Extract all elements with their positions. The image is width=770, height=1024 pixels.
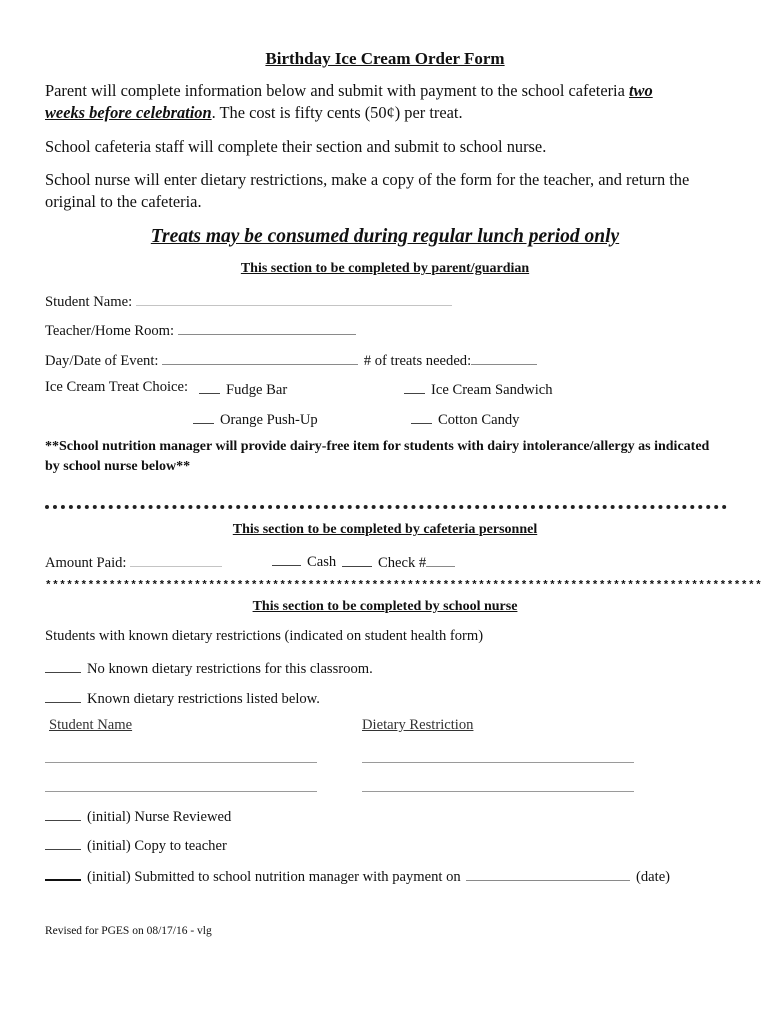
teacher-room-row [45, 319, 356, 340]
cafeteria-section-heading: This section to be completed by cafeteria personnel [232, 522, 538, 537]
copy-teacher-label: (initial) Copy to teacher [87, 838, 227, 854]
option-cotton-candy-label: Cotton Candy [438, 412, 520, 428]
nurse-reviewed-label: (initial) Nurse Reviewed [87, 809, 232, 825]
student-name-line-2[interactable] [45, 791, 317, 792]
option-fudge-bar-label: Fudge Bar [226, 382, 288, 398]
revision-footer: Revised for PGES on 08/17/16 - vlg [45, 925, 212, 937]
dietary-restriction-column-header: Dietary Restriction [362, 717, 474, 733]
student-name-line-1[interactable] [45, 762, 317, 763]
intro-text-end: . The cost is fifty cents (50¢) per treat. [211, 103, 463, 122]
submitted-row [45, 865, 670, 886]
form-title: Birthday Ice Cream Order Form [265, 49, 505, 68]
submitted-initial-field[interactable] [45, 865, 81, 881]
intro-emphasis-two: two [629, 81, 653, 100]
option-cotton-candy-blank[interactable] [411, 409, 432, 424]
nurse-reviewed-row [45, 806, 231, 826]
option-sandwich-blank[interactable] [404, 379, 425, 394]
nurse-section-heading: This section to be completed by school nurse [252, 599, 518, 614]
no-restrictions-blank[interactable] [45, 658, 81, 673]
student-name-column-header: Student Name [49, 717, 133, 733]
option-fudge-bar[interactable] [199, 379, 287, 399]
section-divider-dotted [45, 505, 727, 509]
parent-section-heading: This section to be completed by parent/guardian [240, 261, 530, 276]
option-cotton-candy[interactable] [411, 409, 519, 429]
dairy-free-note: **School nutrition manager will provide dairy-free item for students with dairy intolerance/allergy as indicated by school nurse below** [45, 439, 710, 474]
student-name-field[interactable] [136, 290, 452, 306]
known-restrictions-label: Known dietary restrictions listed below. [87, 691, 320, 707]
no-restrictions-option[interactable] [45, 658, 373, 678]
amount-paid-row [45, 551, 222, 572]
num-treats-label: # of treats needed: [363, 353, 472, 369]
teacher-room-field[interactable] [178, 319, 356, 335]
submitted-label: (initial) Submitted to school nutrition manager with payment on [87, 869, 461, 885]
nurse-intro: Students with known dietary restrictions (indicated on student health form) [45, 628, 484, 644]
teacher-room-label: Teacher/Home Room: [45, 323, 175, 339]
cash-option[interactable] [272, 551, 336, 571]
known-restrictions-option[interactable] [45, 688, 320, 708]
option-ice-cream-sandwich[interactable] [404, 379, 553, 399]
treats-notice: Treats may be consumed during regular lunch period only [150, 226, 620, 247]
option-fudge-bar-blank[interactable] [199, 379, 220, 394]
day-date-field[interactable] [162, 349, 358, 365]
no-restrictions-label: No known dietary restrictions for this classroom. [87, 661, 373, 677]
check-number-field[interactable] [426, 551, 455, 567]
option-push-up-label: Orange Push-Up [220, 412, 318, 428]
cash-label: Cash [307, 554, 337, 570]
copy-teacher-initial-field[interactable] [45, 835, 81, 850]
option-sandwich-label: Ice Cream Sandwich [431, 382, 553, 398]
option-orange-push-up[interactable] [193, 409, 318, 429]
day-date-label: Day/Date of Event: [45, 353, 159, 369]
intro-paragraph-2: School cafeteria staff will complete their section and submit to school nurse. [45, 137, 547, 156]
num-treats-field[interactable] [471, 349, 537, 365]
dietary-restriction-line-1[interactable] [362, 762, 634, 763]
check-option[interactable] [342, 551, 455, 572]
cash-blank[interactable] [272, 551, 301, 566]
amount-paid-label: Amount Paid: [45, 555, 127, 571]
date-label: (date) [636, 869, 671, 885]
check-label: Check # [378, 555, 427, 571]
student-name-label: Student Name: [45, 294, 133, 310]
amount-paid-field[interactable] [130, 551, 222, 567]
student-name-row [45, 290, 452, 311]
known-restrictions-blank[interactable] [45, 688, 81, 703]
intro-emphasis-weeks: weeks before celebration [45, 103, 212, 122]
copy-teacher-row [45, 835, 227, 855]
intro-paragraph-3: School nurse will enter dietary restrictions, make a copy of the form for the teacher, and return the original to the cafeteria. [45, 170, 690, 211]
nurse-reviewed-initial-field[interactable] [45, 806, 81, 821]
submitted-date-field[interactable] [466, 865, 630, 881]
section-divider-stars: ***************************************************************************************************** [45, 580, 763, 592]
day-date-row [45, 349, 537, 370]
option-push-up-blank[interactable] [193, 409, 214, 424]
treat-choice-label: Ice Cream Treat Choice: [45, 379, 189, 395]
intro-text-start: Parent will complete information below and submit with payment to the school cafeteria [45, 81, 629, 100]
dietary-restriction-line-2[interactable] [362, 791, 634, 792]
intro-paragraph-1 [45, 80, 735, 124]
check-blank[interactable] [342, 552, 372, 567]
